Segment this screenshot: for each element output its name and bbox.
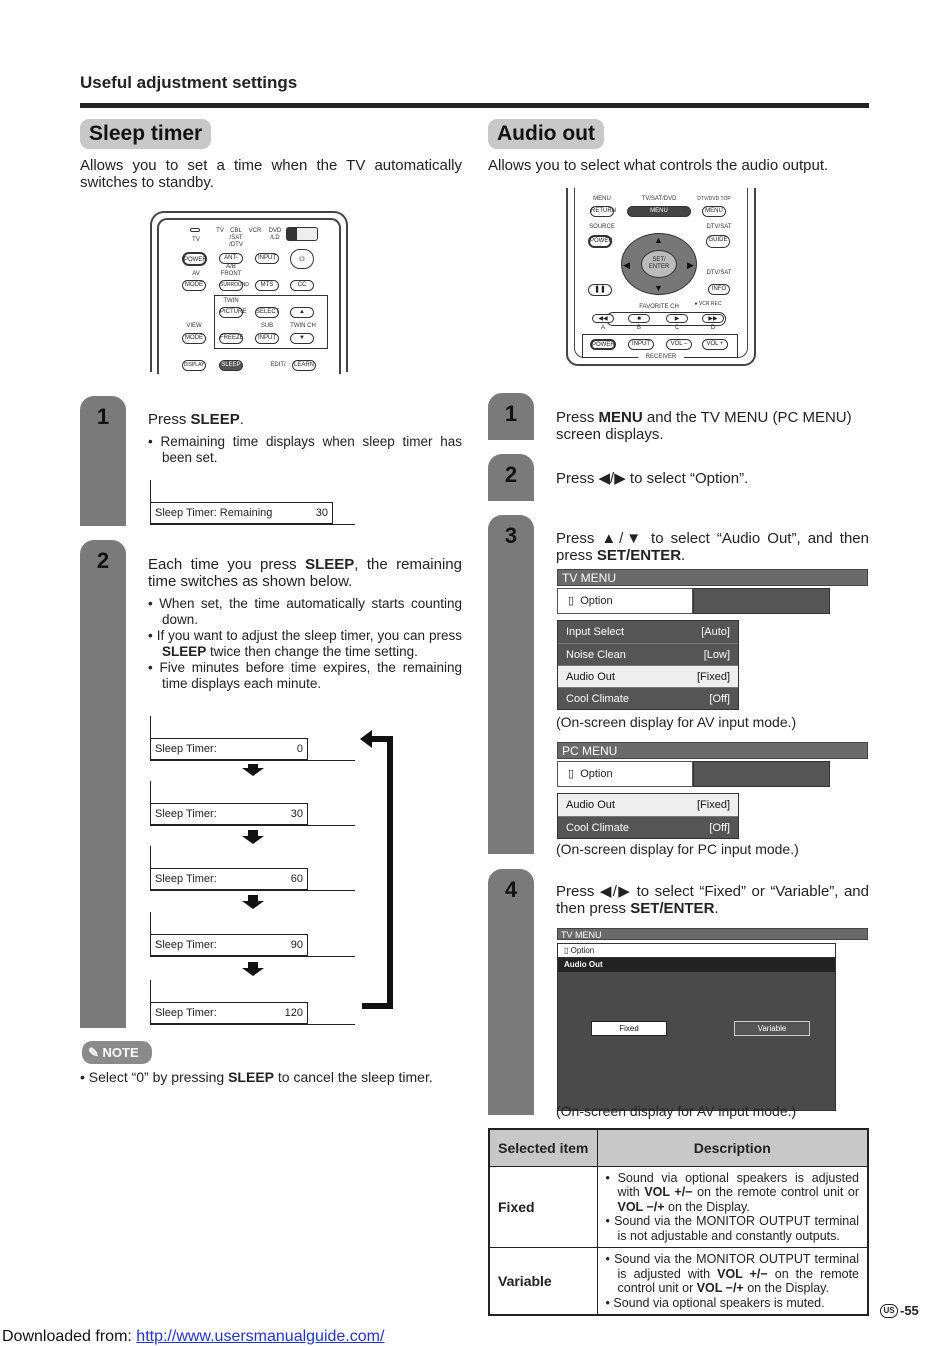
step-2-number: 2 <box>96 548 110 573</box>
sleep-seq-60: Sleep Timer: 60 <box>150 868 308 890</box>
audio-out-caption: (On-screen display for AV input mode.) <box>556 1103 797 1119</box>
left-arrow-icon: ◀ <box>623 260 630 270</box>
sleep-seq-0: Sleep Timer: 0 <box>150 738 308 760</box>
loop-arrow-icon <box>360 730 372 748</box>
pc-menu-option-tab: ▯ Option <box>557 761 693 787</box>
audio-remote-illustration: MENU TV/SAT/DVD DTV/DVD TOP RETURN MENU MENU SOURCE DTV/SAT POWER GUIDE SET/ ENTER ▲ ▼ ◀ ▶ DTV/SAT ❚❚ INFO FAVORITE CH ● VCR REC ◀◀ ■ ▶ ▶▶ A B C D POWER INPUT VOL – VOL + RECEIVER <box>566 188 756 366</box>
option-icon: ▯ <box>564 946 569 955</box>
pc-menu-caption: (On-screen display for PC input mode.) <box>556 841 799 857</box>
audio-step-2-text: Press ◀/▶ to select “Option”. <box>556 470 749 487</box>
table-row: Variable • Sound via the MONITOR OUTPUT terminal is adjusted with VOL +/− on the remote control unit or VOL −/+ on the Display. • Sound via optional speakers is muted. <box>489 1248 868 1316</box>
arrow-down-icon <box>242 968 264 976</box>
header-rule <box>80 103 869 108</box>
sleep-step-2-text: Each time you press SLEEP, the remaining time switches as shown below. <box>148 556 462 590</box>
tv-menu-option-tab: ▯ Option <box>557 588 693 614</box>
sleep-button: SLEEP <box>219 360 243 371</box>
fast-forward-icon: ▶▶ <box>702 314 724 323</box>
audio-out-intro: Allows you to select what controls the audio output. <box>488 157 829 174</box>
pause-icon: ❚❚ <box>588 284 612 296</box>
audio-step-3-number: 3 <box>504 523 518 548</box>
arrow-down-icon <box>242 901 264 909</box>
audio-out-title: Audio out <box>488 119 604 149</box>
pc-menu-list: Audio Out [Fixed] Cool Climate [Off] <box>557 793 739 839</box>
sleep-seq-120: Sleep Timer: 120 <box>150 1002 308 1024</box>
audio-step-4-text: Press ◀/▶ to select “Fixed” or “Variable”, and then press SET/ENTER. <box>556 883 869 917</box>
section-header: Useful adjustment settings <box>80 73 298 92</box>
variable-option: Variable <box>734 1021 810 1036</box>
tv-menu-caption: (On-screen display for AV input mode.) <box>556 714 797 730</box>
down-arrow-icon: ▼ <box>654 283 663 293</box>
download-footer: Downloaded from: http://www.usersmanualguide.com/ <box>2 1328 385 1345</box>
audio-out-table <box>488 1128 869 1316</box>
sleep-remote-illustration: TV TV CBL /SAT /DTV VCR DVD /LD POWER ANT-A/B INPUT ☼ AV FRONT MODE SURROUND MTS CC TWIN PICTURE SELECT ▲ VIEW SUB TWIN CH MODE FREEZE INPUT ▼ DISPLAY SLEEP EDIT/ LEARN <box>150 211 348 372</box>
note-badge: ✎ NOTE <box>82 1041 152 1064</box>
note-text: • Select “0” by pressing SLEEP to cancel the sleep timer. <box>80 1069 433 1085</box>
sleep-step-1-text: Press SLEEP. <box>148 411 244 428</box>
right-arrow-icon: ▶ <box>687 260 694 270</box>
fixed-option: Fixed <box>591 1021 667 1036</box>
sleep-remaining-display: Sleep Timer: Remaining 30 <box>150 502 333 524</box>
up-arrow-icon: ▲ <box>654 235 663 245</box>
up-arrow-icon: ▲ <box>290 307 314 318</box>
sleep-sequence-diagram <box>150 716 390 1026</box>
download-link[interactable]: http://www.usersmanualguide.com/ <box>136 1328 385 1345</box>
tv-menu-screen: TV MENU ▯ Option Input Select [Auto] Noise Clean [Low] Audio Out [Fixed] Cool Climate [Off] <box>557 569 868 710</box>
arrow-down-icon <box>242 836 264 844</box>
table-row: Fixed • Sound via optional speakers is adjusted with VOL +/− on the remote control unit or VOL −/+ on the Display. • Sound via the MONITOR OUTPUT terminal is not adjustable and constantly outputs. <box>489 1166 868 1248</box>
sleep-step-2-bullets: • When set, the time automatically starts counting down. • If you want to adjust the sleep timer, you can press SLEEP twice then change the time setting. • Five minutes before time expires, the remaining time displays each minute. <box>148 596 462 691</box>
audio-step-3-text: Press ▲/▼ to select “Audio Out”, and then press SET/ENTER. <box>556 530 869 564</box>
option-icon: ▯ <box>568 595 575 607</box>
table-header-description: Description <box>597 1129 868 1166</box>
rewind-icon: ◀◀ <box>592 314 614 323</box>
power-button: POWER <box>182 252 207 266</box>
down-arrow-icon: ▼ <box>290 333 314 344</box>
page-number: US -55 <box>880 1303 919 1318</box>
brightness-icon: ☼ <box>290 249 314 269</box>
audio-out-screen: TV MENU ▯ Option Audio Out Fixed Variable <box>557 928 868 1111</box>
table-header-item: Selected item <box>489 1129 597 1166</box>
stop-icon: ■ <box>628 314 650 323</box>
vcr-rec-label: ● VCR REC <box>694 301 722 307</box>
tv-menu-list: Input Select [Auto] Noise Clean [Low] Audio Out [Fixed] Cool Climate [Off] <box>557 620 739 710</box>
step-1-number: 1 <box>96 404 110 429</box>
pc-menu-screen: PC MENU ▯ Option Audio Out [Fixed] Cool Climate [Off] <box>557 742 868 839</box>
play-icon: ▶ <box>666 314 688 323</box>
sleep-seq-90: Sleep Timer: 90 <box>150 934 308 956</box>
audio-step-4-number: 4 <box>504 877 518 902</box>
sleep-timer-intro: Allows you to set a time when the TV automatically switches to standby. <box>80 157 462 191</box>
audio-step-3-bar <box>488 515 534 854</box>
option-icon: ▯ <box>568 768 575 780</box>
audio-step-1-text: Press MENU and the TV MENU (PC MENU) screen displays. <box>556 409 852 443</box>
sleep-step-1-bullets: • Remaining time displays when sleep timer has been set. <box>148 434 462 465</box>
pencil-icon: ✎ <box>88 1045 99 1060</box>
step-2-bar <box>80 540 126 1028</box>
audio-step-1-number: 1 <box>504 401 518 426</box>
audio-step-4-bar <box>488 869 534 1115</box>
menu-button: MENU <box>627 206 691 217</box>
sleep-timer-title: Sleep timer <box>80 119 211 149</box>
audio-step-2-number: 2 <box>504 462 518 487</box>
sleep-seq-30: Sleep Timer: 30 <box>150 803 308 825</box>
